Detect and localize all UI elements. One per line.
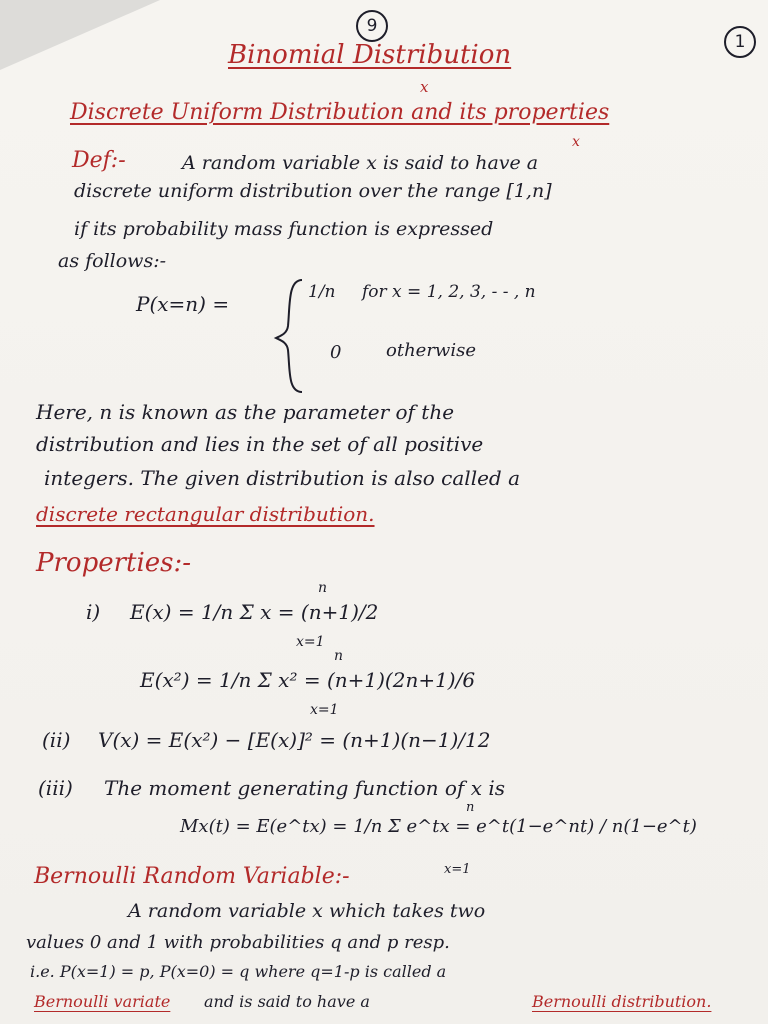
- section-heading: Discrete Uniform Distribution and its properties: [70, 100, 610, 125]
- property-iii-sum-top: n: [466, 800, 475, 815]
- definition-line-2: discrete uniform distribution over the range [1,n]: [74, 180, 552, 202]
- property-i-label: i): [86, 600, 101, 624]
- property-i2-sum-top: n: [334, 648, 344, 664]
- bernoulli-heading: Bernoulli Random Variable:-: [34, 864, 350, 889]
- definition-line-3: if its probability mass function is expressed: [74, 218, 494, 240]
- property-ii-label: (ii): [42, 728, 71, 752]
- section-marker: x: [572, 134, 580, 150]
- paragraph-line-4: discrete rectangular distribution.: [36, 502, 375, 526]
- page-marker-right-text: 1: [734, 32, 746, 52]
- page-marker-center-text: 9: [366, 16, 378, 36]
- title-marker: x: [420, 78, 429, 96]
- property-ii-formula: V(x) = E(x²) − [E(x)]² = (n+1)(n−1)/12: [98, 728, 491, 752]
- property-iii-sum-bottom: x=1: [444, 862, 471, 877]
- page-marker-right: [724, 26, 756, 58]
- property-i-formula: E(x) = 1/n Σ x = (n+1)/2: [130, 600, 379, 624]
- page-marker-center: [356, 10, 388, 42]
- property-iii-formula: Mx(t) = E(e^tx) = 1/n Σ e^tx = e^t(1−e^nt) / n(1−e^t): [180, 816, 697, 837]
- paragraph-line-3: integers. The given distribution is also called a: [44, 466, 521, 490]
- bernoulli-variate-term: Bernoulli variate: [34, 992, 171, 1011]
- pmf-case1-value: 1/n: [308, 282, 336, 302]
- pmf-case2-condition: otherwise: [386, 340, 476, 361]
- pmf-lhs: P(x=n) =: [136, 292, 230, 316]
- pmf-brace: [272, 276, 312, 396]
- paragraph-line-1: Here, n is known as the parameter of the: [36, 400, 455, 424]
- property-i-sum-bottom: x=1: [296, 634, 325, 650]
- bernoulli-distribution-term: Bernoulli distribution.: [532, 992, 712, 1011]
- property-i-sum-top: n: [318, 580, 328, 596]
- paragraph-line-2: distribution and lies in the set of all positive: [36, 432, 484, 456]
- property-iii-text: The moment generating function of x is: [104, 776, 505, 800]
- bernoulli-line-1: A random variable x which takes two: [128, 900, 486, 922]
- bernoulli-line-2: values 0 and 1 with probabilities q and p resp.: [26, 932, 450, 953]
- pmf-case1-condition: for x = 1, 2, 3, - - , n: [362, 282, 536, 302]
- definition-line-4: as follows:-: [58, 250, 167, 272]
- property-i2-formula: E(x²) = 1/n Σ x² = (n+1)(2n+1)/6: [140, 668, 476, 692]
- properties-heading: Properties:-: [36, 548, 192, 578]
- bernoulli-line-4-middle: and is said to have a: [204, 992, 370, 1011]
- definition-label: Def:-: [72, 148, 126, 173]
- property-iii-label: (iii): [38, 776, 73, 800]
- definition-line-1: A random variable x is said to have a: [182, 152, 539, 174]
- page-corner-shadow: [0, 0, 160, 70]
- page-title: Binomial Distribution: [228, 40, 512, 70]
- bernoulli-line-3: i.e. P(x=1) = p, P(x=0) = q where q=1-p is called a: [30, 962, 447, 981]
- property-i2-sum-bottom: x=1: [310, 702, 339, 718]
- pmf-case2-value: 0: [330, 342, 342, 363]
